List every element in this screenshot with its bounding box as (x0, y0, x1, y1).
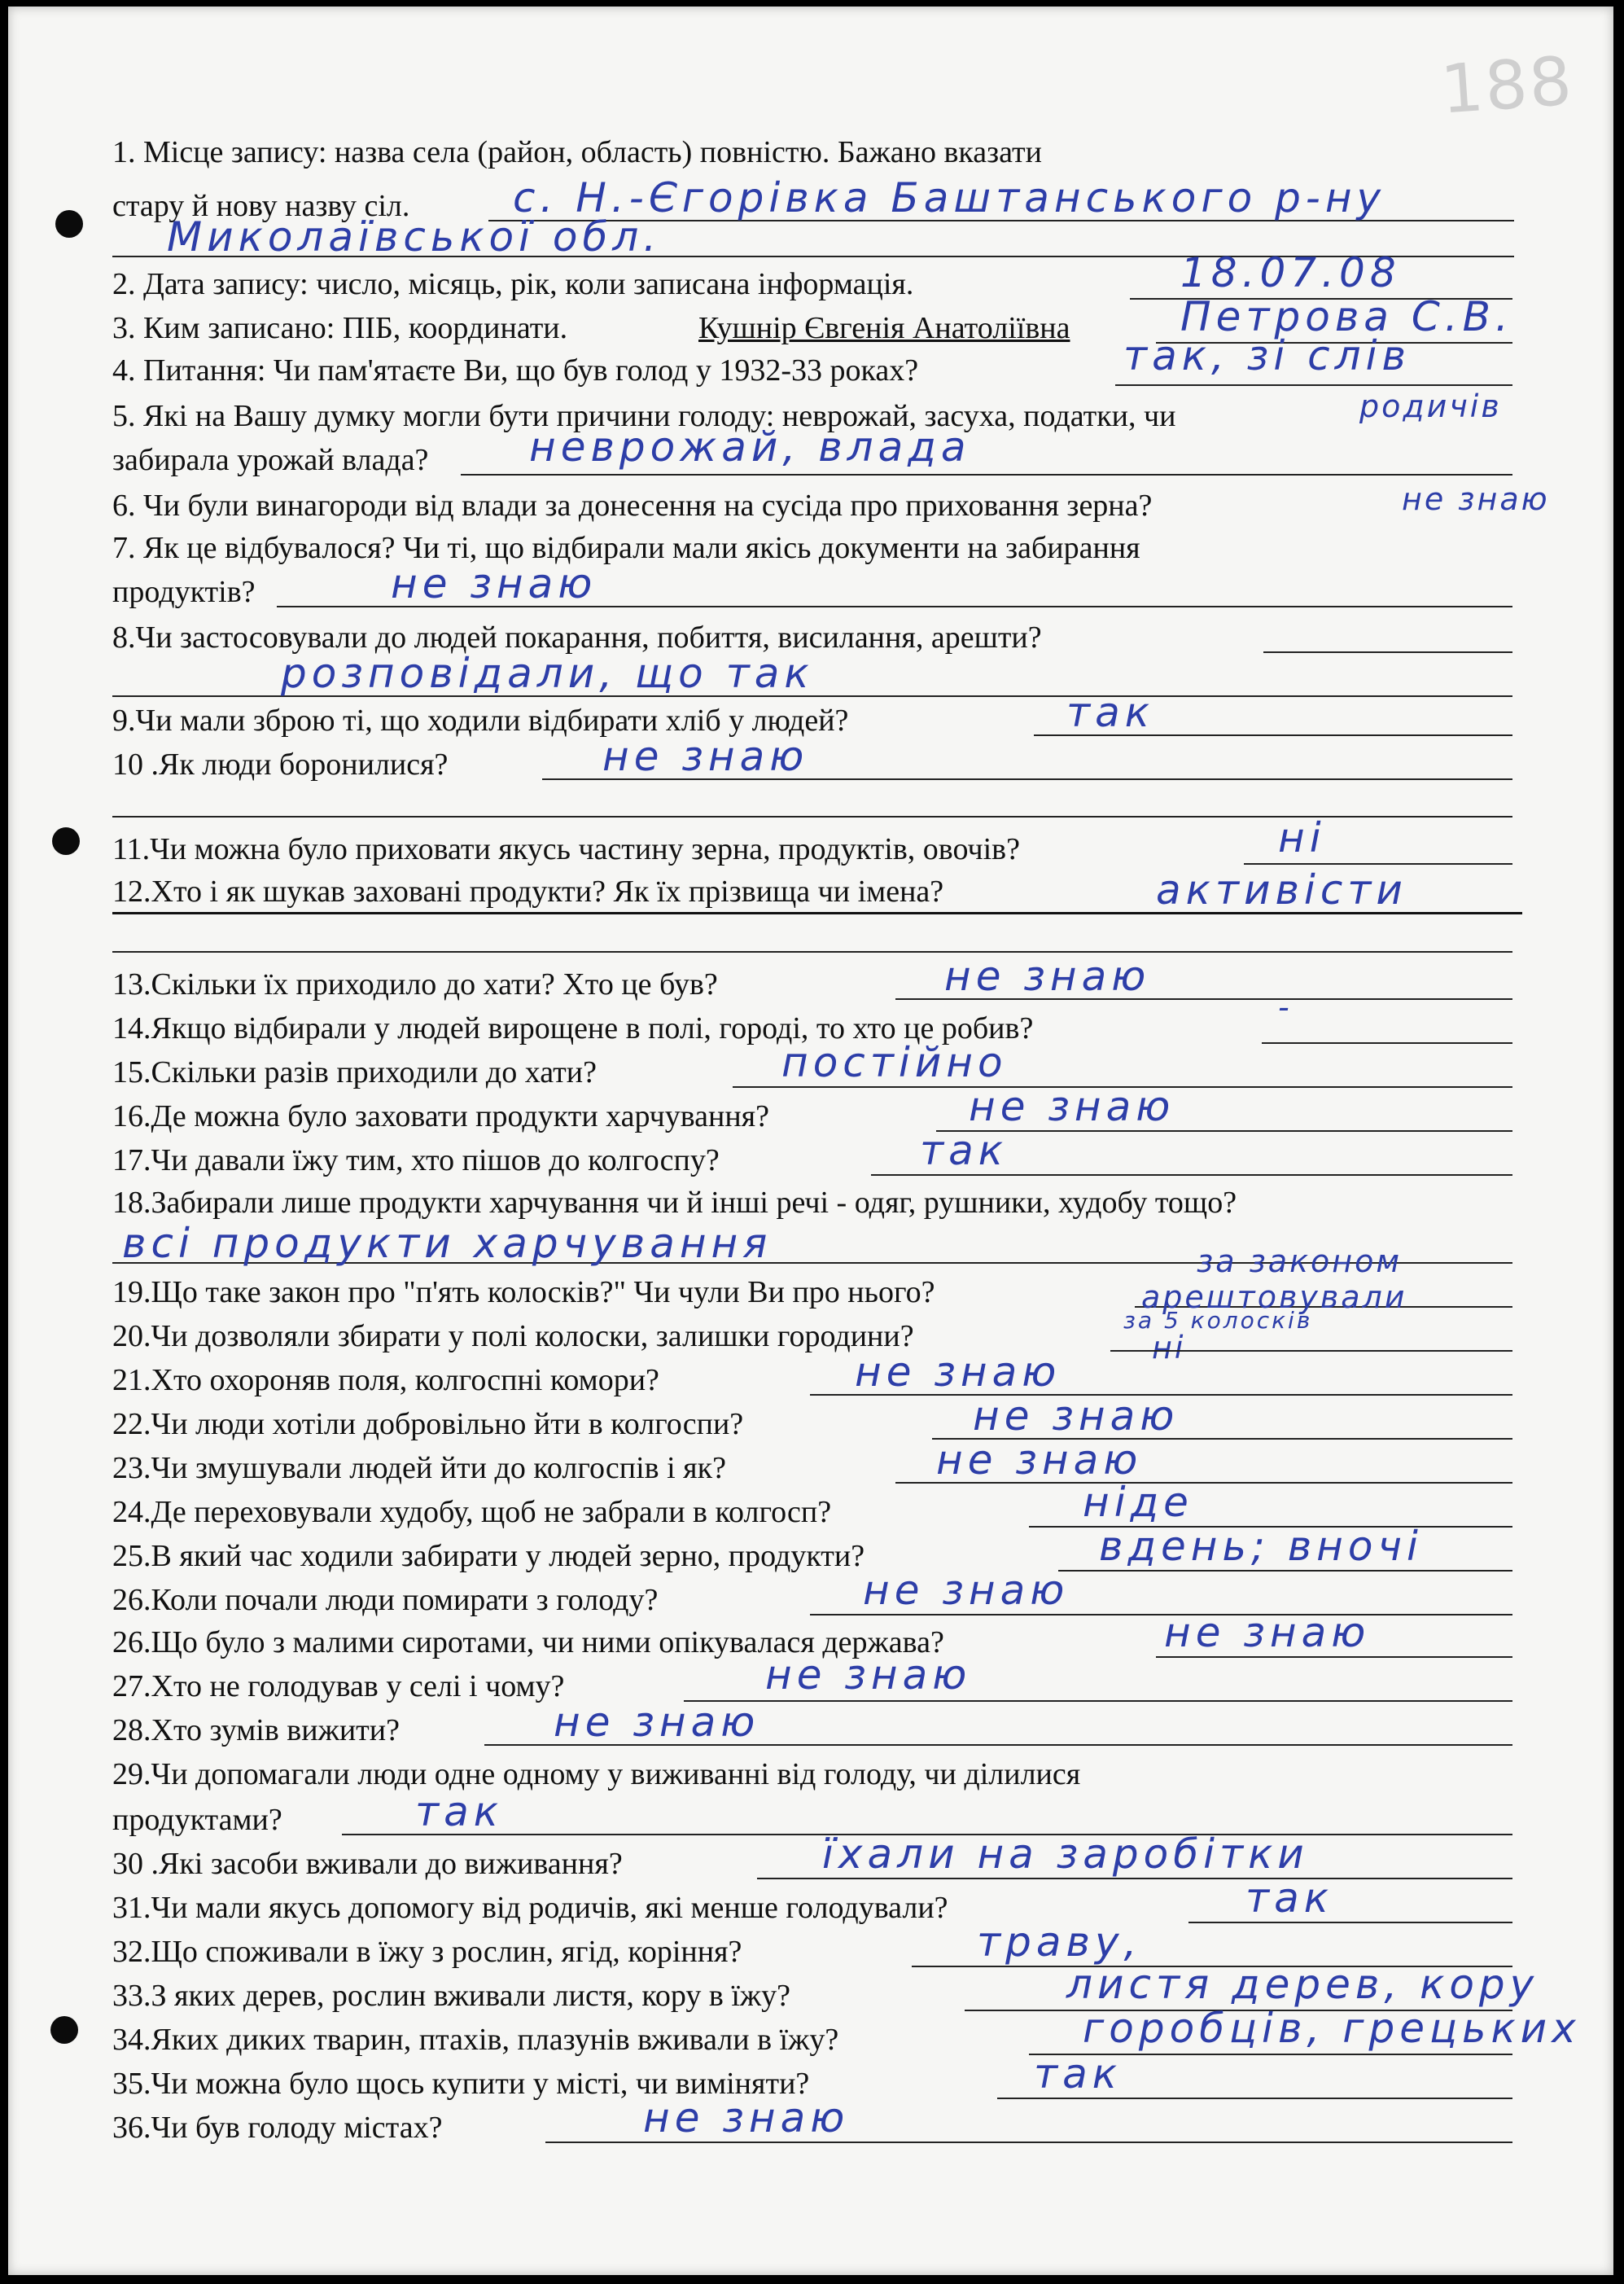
answer-19: за законом (1197, 1243, 1403, 1279)
answer-9: так (1066, 689, 1154, 736)
answer-line (1115, 384, 1512, 386)
question-23: 23.Чи змушували людей йти до колгоспів і як? (112, 1451, 726, 1485)
question-9: 9.Чи мали зброю ті, що ходили відбирати хліб у людей? (112, 704, 849, 738)
question-28: 28.Хто зумів вижити? (112, 1713, 400, 1747)
answer-14: - (1278, 989, 1292, 1025)
question-13: 13.Скільки їх приходило до хати? Хто це був? (112, 967, 718, 1002)
question-17: 17.Чи давали їжу тим, хто пішов до колгоспу? (112, 1143, 720, 1177)
question-10: 10 .Як люди боронилися? (112, 747, 449, 782)
question-6: 6. Чи були винагороди від влади за донесення на сусіда про приховання зерна? (112, 489, 1153, 523)
answer-line (1263, 651, 1512, 653)
question-29-continued: продуктами? (112, 1803, 282, 1837)
question-8: 8.Чи застосовували до людей покарання, побиття, висилання, арешти? (112, 620, 1042, 655)
answer-1-continued: Миколаївської обл. (167, 213, 662, 261)
answer-4: так, зі слів (1123, 332, 1411, 379)
question-7-continued: продуктів? (112, 575, 256, 609)
answer-27: не знаю (765, 1651, 972, 1699)
question-26: 26.Коли почали люди помирати з голоду? (112, 1583, 659, 1617)
questionnaire-page (8, 7, 1613, 2275)
answer-line (997, 2098, 1512, 2099)
answer-10: не знаю (602, 733, 809, 780)
question-15: 15.Скільки разів приходили до хати? (112, 1055, 597, 1089)
answer-16: не знаю (969, 1083, 1175, 1130)
answer-23: не знаю (936, 1436, 1143, 1484)
answer-line (757, 1878, 1512, 1879)
answer-line (1058, 1570, 1512, 1572)
answer-line (1262, 1042, 1512, 1044)
answer-19-continued: арештовували (1141, 1279, 1407, 1315)
answer-line (871, 1174, 1512, 1176)
answer-34: горобців, грецьких (1083, 2005, 1581, 2052)
answer-18: всі продукти харчування (122, 1220, 773, 1267)
answer-31: так (1245, 1874, 1333, 1922)
question-11: 11.Чи можна було приховати якусь частину зерна, продуктів, овочів? (112, 832, 1020, 866)
answer-20-note: за 5 колосків (1123, 1307, 1313, 1334)
question-7: 7. Як це відбувалося? Чи ті, що відбирали мали якісь документи на забирання (112, 531, 1140, 565)
answer-13: не знаю (944, 953, 1151, 1000)
answer-21: не знаю (855, 1348, 1062, 1396)
question-4: 4. Питання: Чи пам'ятаєте Ви, що був голод у 1932-33 роках? (112, 353, 919, 388)
question-21: 21.Хто охороняв поля, колгоспні комори? (112, 1363, 659, 1397)
question-26b: 26.Що було з малими сиротами, чи ними опікувалася держава? (112, 1625, 944, 1659)
answer-24: ніде (1083, 1479, 1193, 1526)
answer-33: листя дерев, кору (1066, 1961, 1539, 2008)
question-33: 33.З яких дерев, рослин вживали листя, кору в їжу? (112, 1979, 791, 2013)
question-30: 30 .Які засоби вживали до виживання? (112, 1847, 623, 1881)
question-22: 22.Чи люди хотіли добровільно йти в колгоспи? (112, 1407, 744, 1441)
question-34: 34.Яких диких тварин, птахів, плазунів вживали в їжу? (112, 2023, 839, 2057)
answer-36: не знаю (643, 2094, 850, 2142)
answer-2: 18.07.08 (1180, 249, 1401, 296)
answer-line (810, 1614, 1512, 1615)
punch-hole-bottom (50, 2016, 78, 2044)
question-14: 14.Якщо відбирали у людей вирощене в полі, городі, то хто це робив? (112, 1011, 1034, 1046)
question-3: 3. Ким записано: ПІБ, координати. (112, 311, 568, 345)
answer-28: не знаю (554, 1699, 760, 1746)
answer-line (1110, 1350, 1512, 1352)
answer-30: їхали на заробітки (822, 1830, 1309, 1878)
question-32: 32.Що споживали в їжу з рослин, ягід, коріння? (112, 1935, 742, 1969)
answer-22: не знаю (973, 1392, 1180, 1440)
answer-29: так (415, 1788, 503, 1835)
question-20: 20.Чи дозволяли збирати у полі колоски, залишки городини? (112, 1319, 914, 1353)
answer-line (1156, 1656, 1512, 1658)
question-27: 27.Хто не голодував у селі і чому? (112, 1669, 565, 1703)
answer-7: не знаю (391, 560, 598, 607)
question-35: 35.Чи можна було щось купити у місті, чи виміняти? (112, 2067, 810, 2101)
question-31: 31.Чи мали якусь допомогу від родичів, які менше голодували? (112, 1891, 948, 1925)
answer-3: Петрова С.В. (1180, 293, 1513, 340)
question-18: 18.Забирали лише продукти харчування чи й інші речі - одяг, рушники, худобу тощо? (112, 1186, 1237, 1220)
answer-line (1244, 863, 1512, 865)
question-16: 16.Де можна було заховати продукти харчування? (112, 1099, 770, 1133)
answer-26: не знаю (863, 1567, 1070, 1614)
interviewer-name: Кушнір Євгенія Анатоліївна (698, 311, 1070, 345)
question-19: 19.Що таке закон про "п'ять колосків?" Чи чули Ви про нього? (112, 1275, 935, 1309)
answer-15: постійно (781, 1039, 1008, 1086)
answer-8: розповідали, що так (281, 650, 814, 697)
answer-line (461, 474, 1512, 476)
answer-line (112, 951, 1512, 953)
answer-26b: не знаю (1164, 1609, 1371, 1656)
punch-hole-middle (52, 827, 80, 855)
question-29: 29.Чи допомагали люди одне одному у виживанні від голоду, чи ділилися (112, 1757, 1081, 1791)
question-12: 12.Хто і як шукав заховані продукти? Як їх прізвища чи імена? (112, 875, 944, 909)
answer-5: неврожай, влада (529, 423, 971, 471)
answer-17: так (920, 1127, 1008, 1174)
answer-11: ні (1278, 814, 1326, 861)
page-number: 188 (1438, 42, 1576, 129)
answer-6: не знаю (1402, 481, 1550, 517)
question-5-continued: забирала урожай влада? (112, 443, 429, 477)
answer-35: так (1034, 2050, 1122, 2098)
question-5: 5. Які на Вашу думку могли бути причини голоду: неврожай, засуха, податки, чи (112, 399, 1176, 433)
question-24: 24.Де переховували худобу, щоб не забрали в колгосп? (112, 1495, 832, 1529)
answer-12: активісти (1156, 866, 1407, 914)
question-36: 36.Чи був голоду містах? (112, 2111, 443, 2145)
answer-32: траву, (977, 1918, 1142, 1966)
answer-1: с. Н.-Єгорівка Баштанського р-ну (513, 174, 1386, 221)
answer-4-continued: родичів (1359, 388, 1502, 424)
question-1-continued: стару й нову назву сіл. (112, 189, 410, 223)
punch-hole-top (55, 210, 83, 238)
answer-line (545, 2142, 1512, 2143)
question-2: 2. Дата запису: число, місяць, рік, коли записана інформація. (112, 267, 914, 301)
answer-25: вдень; вночі (1099, 1523, 1423, 1570)
question-25: 25.В який час ходили забирати у людей зерно, продукти? (112, 1539, 865, 1573)
answer-line (936, 1130, 1512, 1132)
answer-line (1188, 1922, 1512, 1923)
question-1: 1. Місце запису: назва села (район, область) повністю. Бажано вказати (112, 135, 1043, 169)
answer-line (684, 1700, 1512, 1702)
answer-20: ні (1152, 1330, 1186, 1366)
